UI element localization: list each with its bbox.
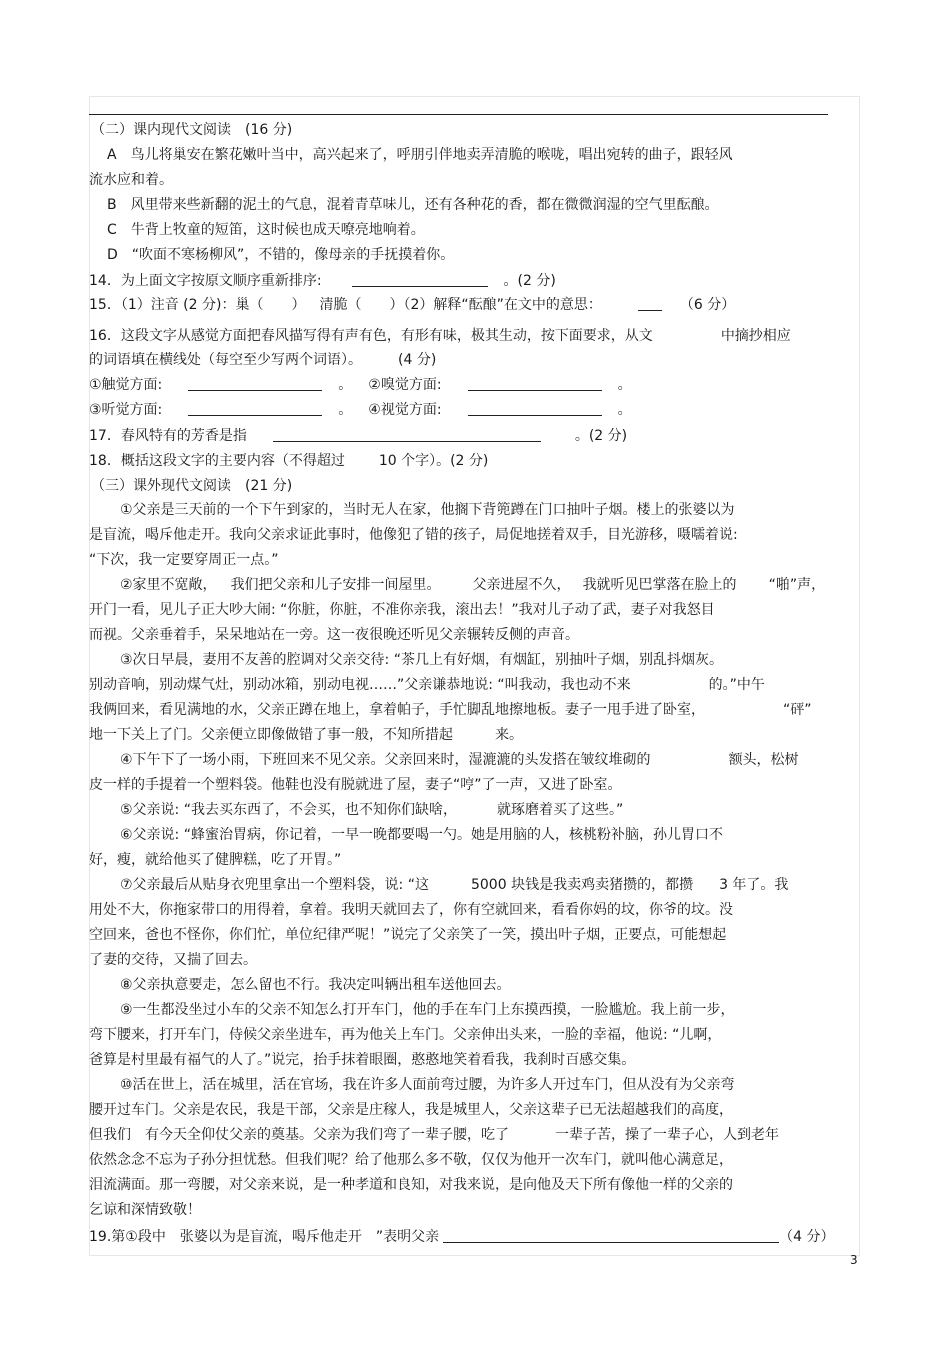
q15-points: （6 分）	[679, 297, 736, 313]
para4-line2: 皮一样的手提着一个塑料袋。他鞋也没有脱就进了屋，妻子“哼”了一声，又进了卧室。	[89, 777, 622, 793]
para7-seg-c: 3 年了。我	[719, 877, 789, 893]
para9-line3: 爸算是村里最有福气的人了。”说完，抬手抹着眼圈，憨憨地笑着看我，我刹时百感交集。	[89, 1052, 636, 1068]
para7-seg-a: ⑦父亲最后从贴身衣兜里拿出一个塑料袋，说: “这	[120, 877, 429, 893]
q14-points: 。(2 分)	[503, 273, 556, 289]
para8-line1: ⑧父亲执意要走，怎么留也不行。我决定叫辆出租车送他回去。	[120, 977, 511, 993]
para2-seg-d: 我就听见巴掌落在脸上的	[582, 577, 737, 593]
q16-line2	[89, 351, 436, 369]
q19-prompt: 19.第①段中 张婆以为是盲流，喝斥他走开	[89, 1229, 362, 1245]
para3-seg-d: “砰”	[783, 702, 812, 718]
para4-seg-a: ④下午下了一场小雨，下班回来不见父亲。父亲回来时，湿漉漉的头发搭在皱纹堆砌的	[120, 752, 651, 768]
q19-answer-blank[interactable]	[443, 1228, 779, 1243]
para7-line1	[120, 876, 788, 894]
q14-answer-blank[interactable]	[352, 272, 488, 287]
smell-blank[interactable]	[468, 376, 602, 391]
para2-line2: 开门一看，见儿子正大吵大闹: “你脏，你脏，不准你亲我，滚出去！”我对儿子动了武，妻子对我怒目	[89, 602, 715, 618]
section3-heading: （三）课外现代文阅读 (21 分)	[91, 478, 293, 494]
para3-seg-c: 我俩回来，看见满地的水，父亲正蹲在地上，拿着帕子，手忙脚乱地擦地板。妻子一甩手进了卧室，	[89, 702, 705, 718]
para1-line1: ①父亲是三天前的一个下午到家的，当时无人在家，他搁下背篼蹲在门口抽叶子烟。楼上的张婆以为	[120, 502, 735, 518]
para2-line3: 而视。父亲垂着手，呆呆地站在一旁。这一夜很晚还听见父亲辗转反侧的声音。	[89, 627, 579, 643]
question-17	[89, 427, 627, 445]
para2-seg-e: “啪”声，	[768, 577, 826, 593]
q16-row2	[89, 401, 632, 419]
end-mark: 。	[617, 402, 632, 418]
para10-line1: ⑩活在世上，活在城里，活在官场，我在许多人面前弯过腰，为许多人开过车门，但从没有为父亲弯	[120, 1077, 735, 1093]
para10-line5: 泪流满面。那一弯腰，对父亲来说，是一种孝道和良知，对我来说，是向他及天下所有像他一样的父亲的	[89, 1177, 733, 1193]
para3-seg-a: 别动音响，别动煤气灶，别动冰箱，别动电视……”父亲谦恭地说: “叫我动，我也动不来	[89, 677, 631, 693]
para2-seg-a: ②家里不宽敞，	[120, 577, 217, 593]
para2-line1	[120, 576, 825, 594]
para5-line1	[120, 801, 623, 819]
question-15	[89, 296, 735, 314]
q18-points: 10 个字）。(2 分)	[378, 453, 489, 469]
q16-text-c: 的词语填在横线处（每空至少写两个词语）。	[89, 352, 362, 368]
para5-seg-a: ⑤父亲说: “我去买东西了，不会买，也不知你们缺啥，	[120, 802, 457, 818]
touch-label: ①触觉方面:	[89, 377, 163, 393]
para3-line4	[89, 726, 523, 744]
q18-prompt: 18．概括这段文字的主要内容（不得超过	[89, 453, 345, 469]
q15-part1: 15．（1）注音 (2 分)：巢（ ）	[89, 297, 306, 313]
q17-points: 。(2 分)	[574, 428, 628, 444]
end-mark: 。	[617, 377, 632, 393]
para4-seg-b: 额头，松树	[728, 752, 799, 768]
para2-seg-c: 父亲进屋不久，	[472, 577, 571, 593]
touch-blank[interactable]	[188, 376, 322, 391]
para10-seg-b: 一辈子苦，操了一辈子心，人到老年	[555, 1127, 779, 1143]
para6-line1: ⑥父亲说: “蜂蜜治胃病，你记着，一早一晚都要喝一勺。她是用脑的人，核桃粉补脑，孙儿胃口不	[120, 827, 723, 843]
page-number: 3	[850, 1253, 858, 1267]
para1-line3: “下次，我一定要穿周正一点。”	[89, 552, 279, 568]
q16-text-a: 16．这段文字从感觉方面把春风描写得有声有色，有形有味，极其生动，按下面要求，从文	[89, 328, 653, 344]
q17-prompt: 17．春风特有的芳香是指	[89, 428, 247, 444]
question-14	[89, 272, 556, 290]
para10-line6: 乞谅和深情致敬！	[89, 1202, 201, 1218]
para1-line2: 是盲流，喝斥他走开。我向父亲求证此事时，他像犯了错的孩子，局促地搓着双手，目光游移，嗫嚅着说:	[89, 527, 738, 543]
para5-seg-b: 就琢磨着买了这些。”	[496, 802, 624, 818]
para10-line4: 依然念念不忘为子孙分担忧愁。但我们呢？给了他那么多不敬，仅仅为他开一次车门，就叫他心满意足，	[89, 1152, 733, 1168]
sight-blank[interactable]	[468, 401, 602, 416]
end-mark: 。	[338, 377, 353, 393]
q17-answer-blank[interactable]	[273, 427, 541, 442]
para3-line1: ③次日早晨，妻用不友善的腔调对父亲交待: “茶几上有好烟，有烟缸，别抽叶子烟，别乱抖烟灰。	[120, 652, 723, 668]
para9-line2: 弯下腰来，打开车门，侍候父亲坐进车，再为他关上车门。父亲伸出头来，一脸的幸福，他说: “儿啊，	[89, 1027, 722, 1043]
passage-b: B 风里带来些新翻的泥土的气息，混着青草味儿，还有各种花的香，都在微微润湿的空气里酝酿。	[107, 197, 719, 213]
end-mark: 。	[338, 402, 353, 418]
para7-line3: 空回来，爸也不怪你，你们忙，单位纪律严呢！”说完了父亲笑了一笑，摸出叶子烟，正要点，可能想起	[89, 927, 727, 943]
q16-row1	[89, 376, 632, 394]
section2-heading: （二）课内现代文阅读 (16 分)	[91, 122, 293, 138]
question-19	[89, 1228, 834, 1246]
passage-a-line1: A 鸟儿将巢安在繁花嫩叶当中，高兴起来了，呼朋引伴地卖弄清脆的喉咙，唱出宛转的曲子，跟轻风	[107, 147, 733, 163]
passage-c: C 牛背上牧童的短笛，这时候也成天嘹亮地响着。	[107, 222, 425, 238]
sight-label: ④视觉方面:	[368, 402, 442, 418]
para10-seg-a: 但我们 有今天全仰仗父亲的奠基。父亲为我们弯了一辈子腰，吃了	[89, 1127, 509, 1143]
para10-line2: 腰开过车门。父亲是农民，我是干部，父亲是庄稼人，我是城里人，父亲这辈子已无法超越我们的高度，	[89, 1102, 733, 1118]
hear-label: ③听觉方面:	[89, 402, 163, 418]
para3-seg-f: 来。	[495, 727, 523, 743]
para7-line4: 了妻的交待，又揣了回去。	[89, 952, 257, 968]
para6-line2: 好，瘦，就给他买了健脾糕，吃了开胃。”	[89, 852, 342, 868]
q16-text-b: 中摘抄相应	[720, 328, 791, 344]
para7-seg-b: 5000 块钱是我卖鸡卖猪攒的，都攒	[470, 877, 694, 893]
para7-line2: 用处不大，你拖家带口的用得着，拿着。我明天就回去了，你有空就回来，看看你妈的坟，你爷的坟。没	[89, 902, 733, 918]
q15-part2: 清脆（ ）（2）解释“酝酿”在文中的意思：	[319, 297, 602, 313]
question-18	[89, 452, 488, 470]
q19-prompt-b: ”表明父亲	[375, 1229, 440, 1245]
q15-answer-blank[interactable]	[638, 296, 662, 311]
para3-seg-e: 地一下关上了门。父亲便立即像做错了事一般，不知所措起	[89, 727, 453, 743]
para3-line3	[89, 701, 812, 719]
header-rule	[89, 114, 828, 115]
smell-label: ②嗅觉方面:	[368, 377, 442, 393]
q16-line1	[89, 327, 791, 345]
q16-points: (4 分)	[398, 352, 437, 368]
passage-d: D “吹面不寒杨柳风”，不错的，像母亲的手抚摸着你。	[107, 247, 455, 263]
para2-seg-b: 我们把父亲和儿子安排一间屋里。	[230, 577, 441, 593]
hear-blank[interactable]	[188, 401, 322, 416]
para4-line1	[120, 751, 799, 769]
para3-seg-b: 的。”中午	[708, 677, 765, 693]
para3-line2	[89, 676, 765, 694]
q19-points: （4 分）	[779, 1229, 835, 1245]
q14-prompt: 14．为上面文字按原文顺序重新排序:	[89, 273, 322, 289]
passage-a-line2: 流水应和着。	[89, 172, 173, 188]
para9-line1: ⑨一生都没坐过小车的父亲不知怎么打开车门，他的手在车门上东摸西摸，一脸尴尬。我上前一步，	[120, 1002, 735, 1018]
para10-line3	[89, 1126, 779, 1144]
